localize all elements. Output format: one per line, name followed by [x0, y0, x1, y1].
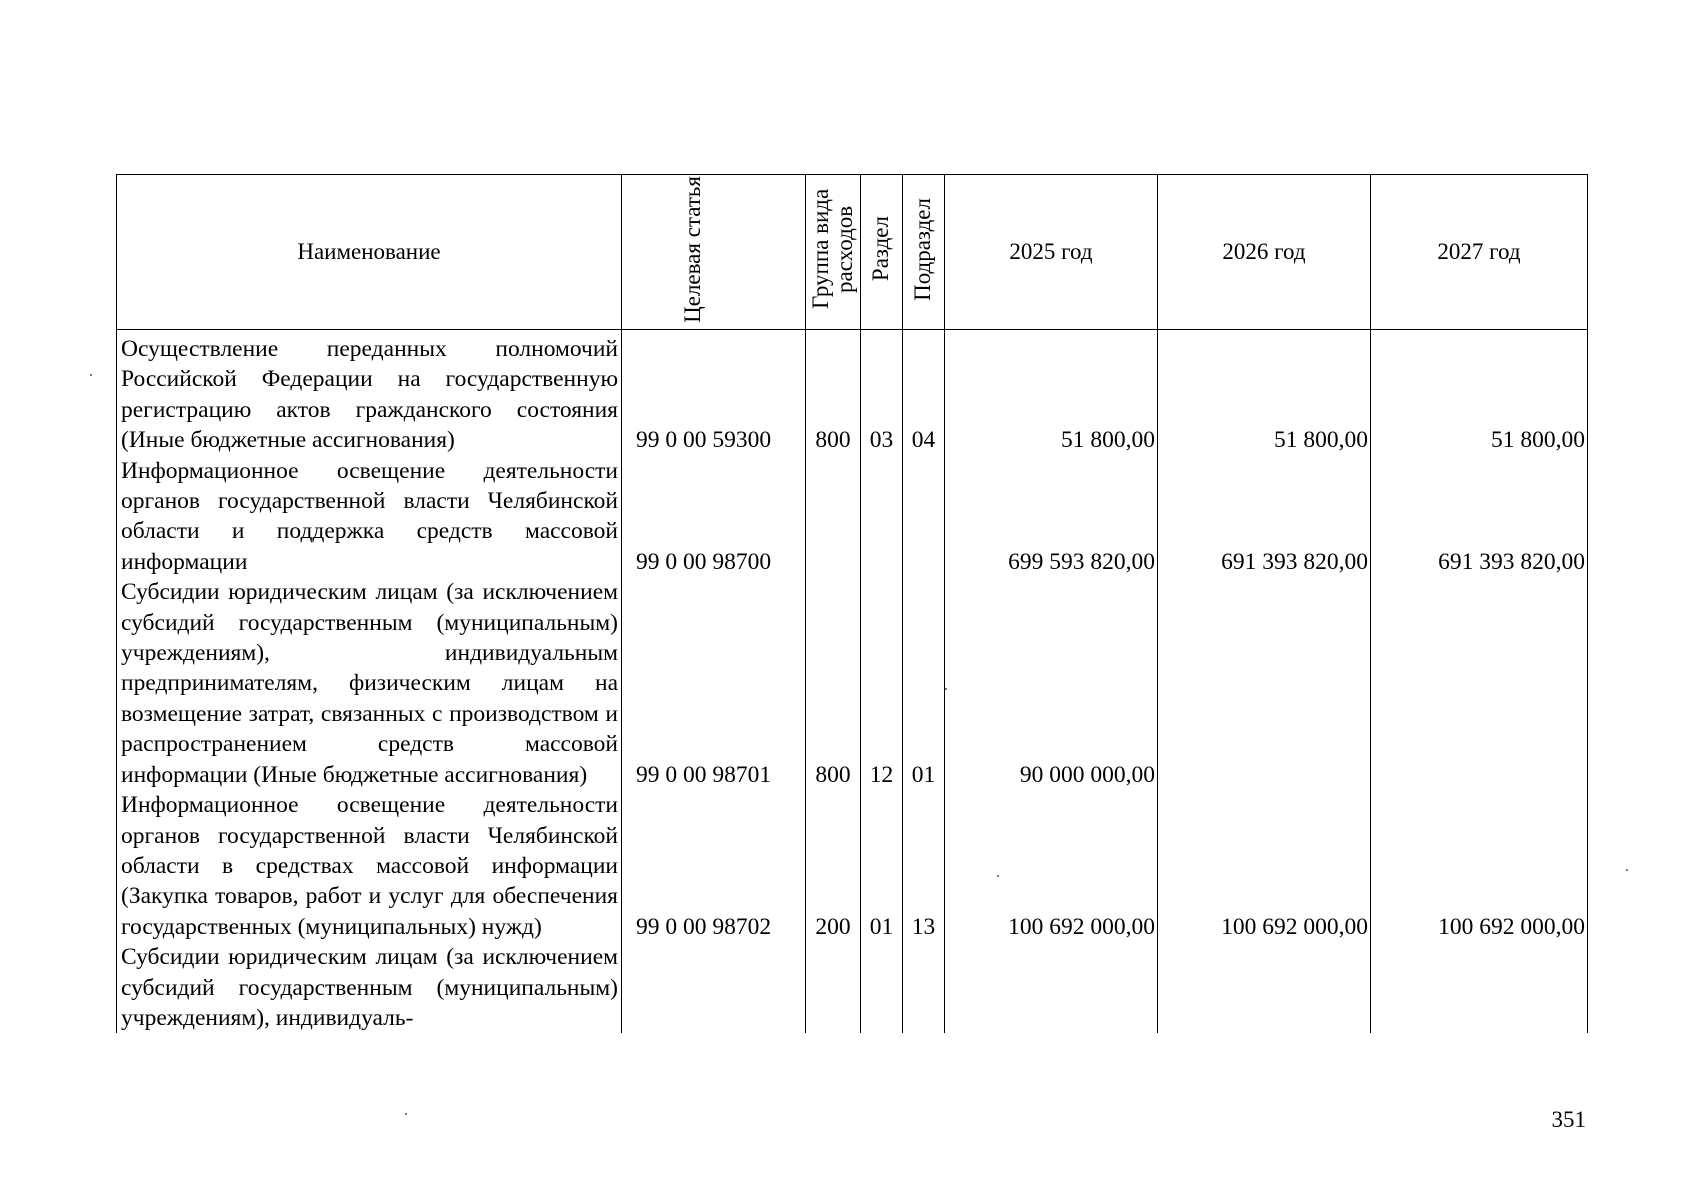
row-target-article: 99 0 00 98701 [622, 577, 806, 790]
row-amount-2025: 100 692 000,00 [945, 790, 1158, 942]
row-name: Осуществление переданных полномочий Российской Федерации на государственную регистрацию актов гражданского состояния (Иные бюджетные ассигнования) [117, 330, 622, 456]
row-subsection: 01 [903, 577, 945, 790]
row-amount-2026 [1158, 942, 1371, 1033]
header-name: Наименование [117, 175, 622, 330]
row-name: Информационное освещение деятельности органов государственной власти Челябинской области в средствах массовой информации (Закупка товаров, работ и услуг для обеспечения государственных (муниципальных) нужд) [117, 790, 622, 942]
row-target-article: 99 0 00 98700 [622, 456, 806, 578]
row-amount-2025: 51 800,00 [945, 330, 1158, 456]
row-amount-2027 [1371, 577, 1588, 790]
row-expense-group [806, 456, 861, 578]
row-subsection: 13 [903, 790, 945, 942]
row-amount-2025 [945, 942, 1158, 1033]
row-name: Субсидии юридическим лицам (за исключением субсидий государственным (муниципальным) учреждениям), индивидуальным предпринимателям, физическим лицам на возмещение затрат, связанных с производством и распространением средств массовой информации (Иные бюджетные ассигнования) [117, 577, 622, 790]
row-subsection [903, 456, 945, 578]
row-amount-2025: 90 000 000,00 [945, 577, 1158, 790]
header-section: Раздел [861, 175, 903, 330]
budget-table [116, 174, 1588, 1033]
table-row [117, 330, 1588, 456]
header-year-2027: 2027 год [1371, 175, 1588, 330]
table-row [117, 790, 1588, 942]
scan-speck [405, 1113, 407, 1115]
row-subsection: 04 [903, 330, 945, 456]
row-amount-2027: 691 393 820,00 [1371, 456, 1588, 578]
row-name: Субсидии юридическим лицам (за исключением субсидий государственным (муниципальным) учреждениям), индивидуаль- [117, 942, 622, 1033]
header-target-article: Целевая статья [622, 175, 806, 330]
row-expense-group: 800 [806, 330, 861, 456]
row-section: 03 [861, 330, 903, 456]
row-subsection [903, 942, 945, 1033]
row-amount-2026 [1158, 577, 1371, 790]
header-year-2025: 2025 год [945, 175, 1158, 330]
scan-speck [945, 688, 947, 690]
header-subsection: Подраздел [903, 175, 945, 330]
row-section [861, 942, 903, 1033]
row-section: 01 [861, 790, 903, 942]
scan-speck [90, 374, 92, 376]
row-expense-group: 200 [806, 790, 861, 942]
header-year-2026: 2026 год [1158, 175, 1371, 330]
row-target-article: 99 0 00 59300 [622, 330, 806, 456]
table-row [117, 942, 1588, 1033]
table-row [117, 456, 1588, 578]
row-target-article [622, 942, 806, 1033]
row-target-article: 99 0 00 98702 [622, 790, 806, 942]
row-amount-2027: 100 692 000,00 [1371, 790, 1588, 942]
row-amount-2026: 51 800,00 [1158, 330, 1371, 456]
row-amount-2026: 100 692 000,00 [1158, 790, 1371, 942]
page-number: 351 [1551, 1107, 1586, 1132]
row-section: 12 [861, 577, 903, 790]
header-expense-group: Группа вида расходов [806, 175, 861, 330]
row-name: Информационное освещение деятельности органов государственной власти Челябинской области и поддержка средств массовой информации [117, 456, 622, 578]
scan-speck [1626, 869, 1628, 871]
row-expense-group: 800 [806, 577, 861, 790]
table-header-row [117, 175, 1588, 330]
row-amount-2025: 699 593 820,00 [945, 456, 1158, 578]
scan-speck [997, 875, 999, 877]
row-amount-2026: 691 393 820,00 [1158, 456, 1371, 578]
row-amount-2027 [1371, 942, 1588, 1033]
row-amount-2027: 51 800,00 [1371, 330, 1588, 456]
row-expense-group [806, 942, 861, 1033]
table-row [117, 577, 1588, 790]
row-section [861, 456, 903, 578]
